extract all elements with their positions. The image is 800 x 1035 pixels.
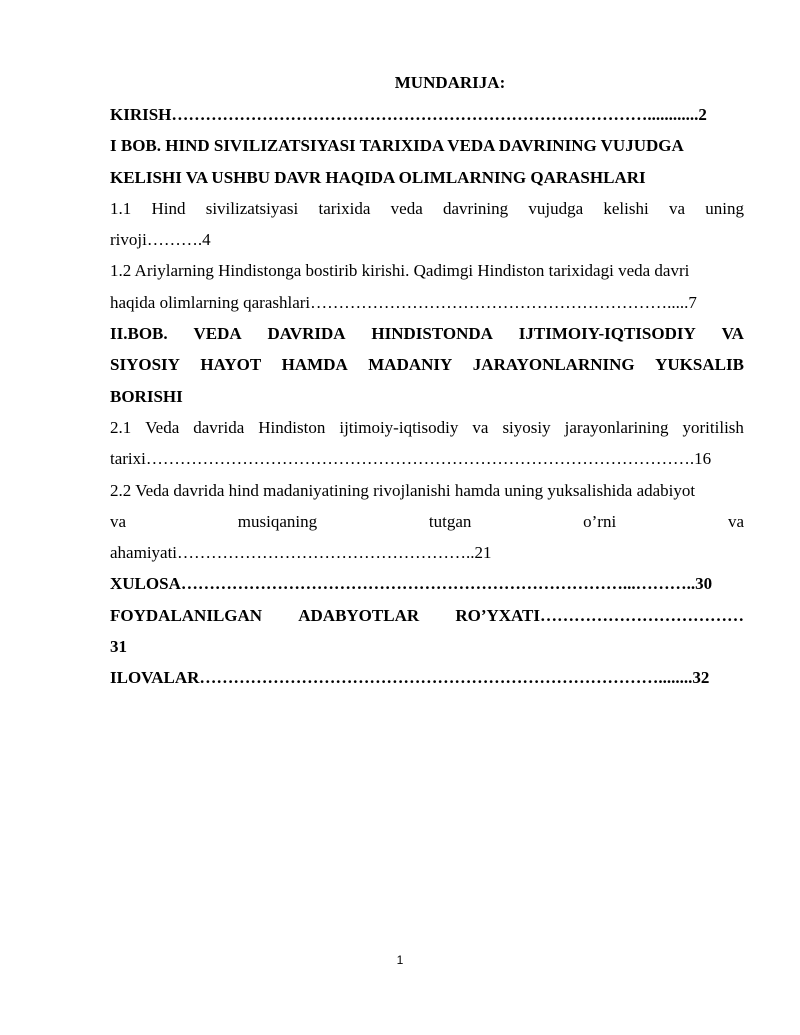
toc-word: sivilizatsiyasi	[205, 198, 299, 218]
toc-line: KIRISH…………………………………………………………………………............2	[110, 105, 707, 124]
toc-word: DAVRIDA	[267, 324, 346, 344]
toc-line	[110, 415, 744, 441]
toc-word: YUKSALIB	[655, 355, 744, 375]
table-of-contents	[110, 70, 744, 697]
toc-line	[110, 196, 744, 222]
toc-word: yoritilish	[682, 417, 744, 437]
toc-line: BORISHI	[110, 386, 183, 406]
toc-line: KELISHI VA USHBU DAVR HAQIDA OLIMLARNING QARASHLARI	[110, 167, 646, 187]
toc-word: MADANIY	[368, 355, 453, 375]
toc-word: va	[727, 511, 744, 531]
toc-word: va	[668, 198, 686, 218]
toc-line	[110, 321, 744, 347]
toc-word: o’rni	[583, 511, 617, 531]
toc-line: 2.2 Veda davrida hind madaniyatining rivojlanishi hamda uning yuksalishida adabiyot	[110, 480, 696, 500]
toc-word: siyosiy	[502, 417, 551, 437]
toc-word: JARAYONLARNING	[472, 355, 635, 375]
toc-line: XULOSA……………………………………………………………………...………..30	[110, 574, 713, 594]
toc-word: tarixida	[318, 198, 371, 218]
toc-line	[110, 509, 744, 535]
toc-word: IJTIMOIY-IQTISODIY	[518, 324, 696, 344]
toc-word: ADABYOTLAR	[298, 605, 420, 625]
toc-word: HINDISTONDA	[371, 324, 493, 344]
toc-line: 1.2 Ariylarning Hindistonga bostirib kirishi. Qadimgi Hindiston tarixidagi veda davri	[110, 261, 690, 281]
toc-line	[110, 603, 744, 629]
toc-word: FOYDALANILGAN	[110, 605, 263, 625]
toc-word: Veda	[145, 417, 180, 437]
toc-word: tutgan	[428, 511, 472, 531]
toc-line: ILOVALAR………………………………………………………………………........32	[110, 668, 710, 688]
toc-word: uning	[705, 198, 744, 218]
page-title: MUNDARIJA:	[394, 73, 506, 92]
toc-word: davrining	[442, 198, 509, 218]
toc-word: 1.1	[110, 198, 132, 218]
toc-line: rivoji……….4	[110, 230, 211, 250]
toc-word: musiqaning	[237, 511, 318, 531]
toc-line	[110, 352, 744, 378]
toc-word: Hind	[151, 198, 186, 218]
toc-line: ahamiyati……………………………………………..21	[110, 543, 492, 563]
toc-word: va	[472, 417, 489, 437]
toc-word: 2.1	[110, 417, 132, 437]
toc-word: va	[110, 511, 127, 531]
toc-word: kelishi	[603, 198, 649, 218]
toc-lines	[110, 102, 744, 691]
page-number: 1	[396, 953, 404, 967]
toc-word: RO’YXATI………………………………	[455, 605, 744, 625]
toc-word: SIYOSIY	[110, 355, 180, 375]
toc-word: davrida	[193, 417, 245, 437]
toc-word: VA	[721, 324, 744, 344]
toc-word: VEDA	[193, 324, 242, 344]
toc-line: tarixi…………………………………………………………………………………….16	[110, 449, 712, 469]
toc-line: 31	[110, 637, 127, 657]
toc-word: ijtimoiy-iqtisodiy	[339, 417, 459, 437]
toc-word: jarayonlarining	[564, 417, 669, 437]
toc-word: Hindiston	[258, 417, 326, 437]
toc-line: haqida olimlarning qarashlari……………………………………………………….....7	[110, 292, 697, 312]
toc-word: vujudga	[528, 198, 584, 218]
toc-word: II.BOB.	[110, 324, 168, 344]
toc-word: veda	[390, 198, 423, 218]
toc-word: HAYOT	[200, 355, 262, 375]
toc-line: I BOB. HIND SIVILIZATSIYASI TARIXIDA VEDA DAVRINING VUJUDGA	[110, 136, 684, 156]
toc-word: HAMDA	[281, 355, 348, 375]
